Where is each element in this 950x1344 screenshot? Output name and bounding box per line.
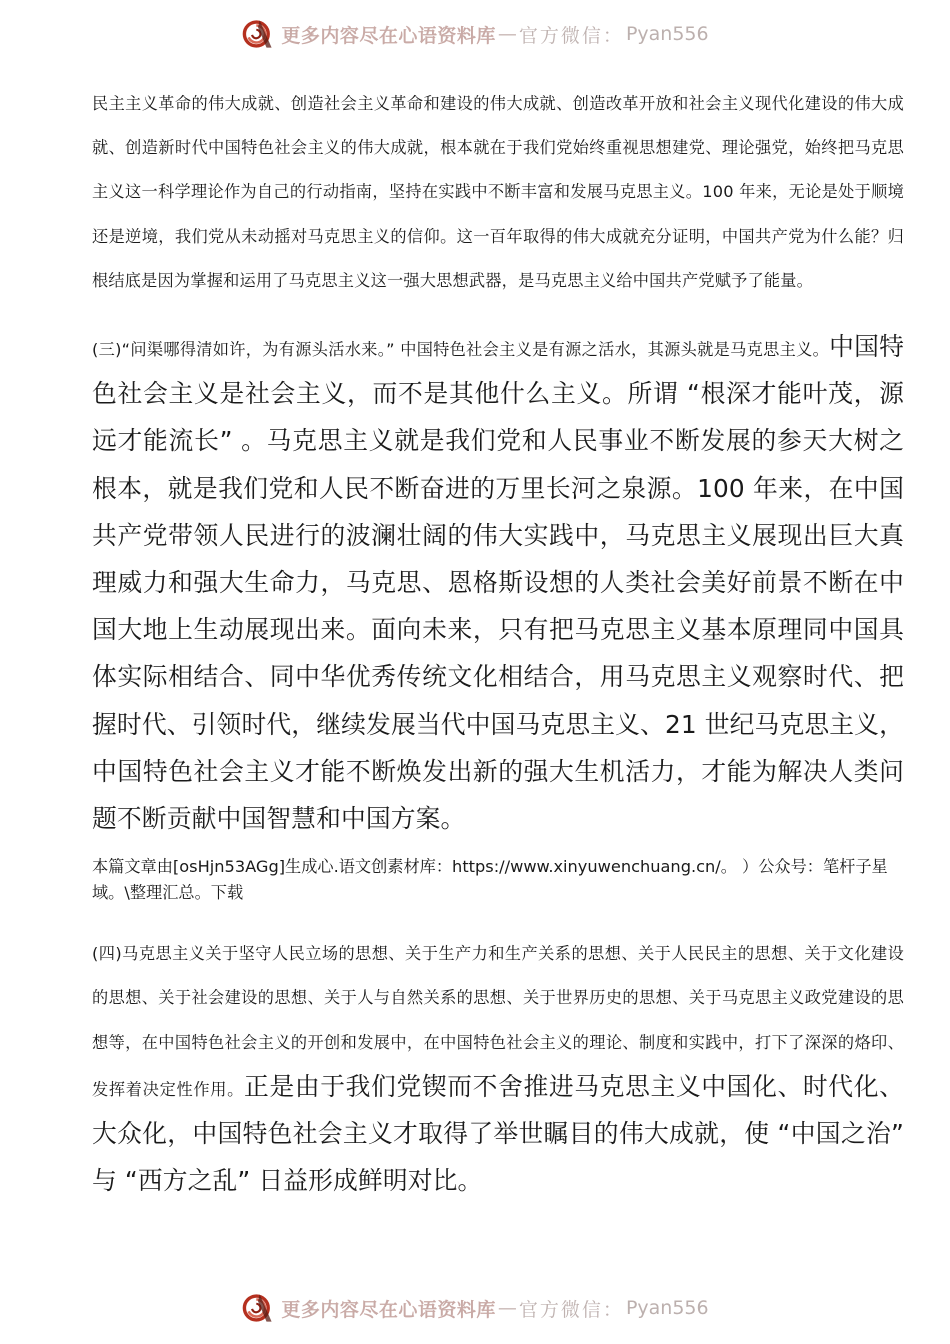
paragraph-3-intro: (四)马克思主义关于坚守人民立场的思想、关于生产力和生产关系的思想、关于人民民主的思想、关于文化建设的思想、关于社会建设的思想、关于人与自然关系的思想、关于世界历史的思想、关于马克思主义政党建设的思想等，在中国特色社会主义的开创和发展中，在中国特色社会主义的理论、制度和实践中，打下了深深的烙印、发挥着决定性作用。 <box>92 944 904 1099</box>
document-body <box>92 82 904 1206</box>
footer-wechat-label: 官方微信： <box>518 1298 624 1321</box>
paragraph-3-emphasis: 正是由于我们党锲而不舍推进马克思主义中国化、时代化、大众化，中国特色社会主义才取得了举世瞩目的伟大成就，使 “中国之治” 与 “西方之乱” 日益形成鲜明对比。 <box>92 1071 904 1196</box>
header-wechat-label: 官方微信： <box>518 24 624 47</box>
header-dash: — <box>497 23 517 45</box>
header-main-text: 更多内容尽在心语资料库 <box>281 24 496 47</box>
header-banner <box>0 14 950 54</box>
paragraph-1: 民主主义革命的伟大成就、创造社会主义革命和建设的伟大成就、创造改革开放和社会主义现代化建设的伟大成就、创造新时代中国特色社会主义的伟大成就，根本就在于我们党始终重视思想建党、理论强党，始终把马克思主义这一科学理论作为自己的行动指南，坚持在实践中不断丰富和发展马克思主义。100 年来，无论是处于顺境还是逆境，我们党从未动摇对马克思主义的信仰。这一百年取得的伟大成就充分证明，中国共产党为什么能？归根结底是因为掌握和运用了马克思主义这一强大思想武器，是马克思主义给中国共产党赋予了能量。 <box>92 94 904 290</box>
footer-main-text: 更多内容尽在心语资料库 <box>281 1298 496 1321</box>
spiral-logo-icon <box>241 1291 275 1325</box>
paragraph-3 <box>92 932 904 1206</box>
paragraph-2-emphasis: 中国特色社会主义是社会主义，而不是其他什么主义。所谓 “根深才能叶茂，源远才能流长” 。马克思主义就是我们党和人民事业不断发展的参天大树之根本，就是我们党和人民不断奋进的万里长河之泉源。100 年来，在中国共产党带领人民进行的波澜壮阔的伟大实践中，马克思主义展现出巨大真理威力和强大生命力，马克思、恩格斯设想的人类社会美好前景不断在中国大地上生动展现出来。面向未来，只有把马克思主义基本原理同中国具体实际相结合、同中华优秀传统文化相结合，用马克思主义观察时代、把握时代、引领时代，继续发展当代中国马克思主义、21 世纪马克思主义，中国特色社会主义才能不断焕发出新的强大生机活力，才能为解决人类问题不断贡献中国智慧和中国方案。 <box>92 332 905 834</box>
paragraph-2-intro: (三)“问渠哪得清如许，为有源头活水来。” 中国特色社会主义是有源之活水，其源头就是马克思主义。 <box>92 340 830 360</box>
paragraph-2 <box>92 325 904 844</box>
footer-dash: — <box>497 1297 517 1319</box>
spacer <box>92 303 904 325</box>
header-wechat-id: Pyan556 <box>625 23 709 45</box>
source-note: 本篇文章由[osHjn53AGg]生成心.语文创素材库：https://www.xinyuwenchuang.cn/。 ）公众号：笔杆子星域。\整理汇总。下载 <box>92 857 888 903</box>
spacer <box>92 906 904 932</box>
footer-banner <box>0 1288 950 1328</box>
spiral-logo-icon <box>241 17 275 51</box>
spacer <box>92 844 904 854</box>
footer-wechat-id: Pyan556 <box>625 1297 709 1319</box>
